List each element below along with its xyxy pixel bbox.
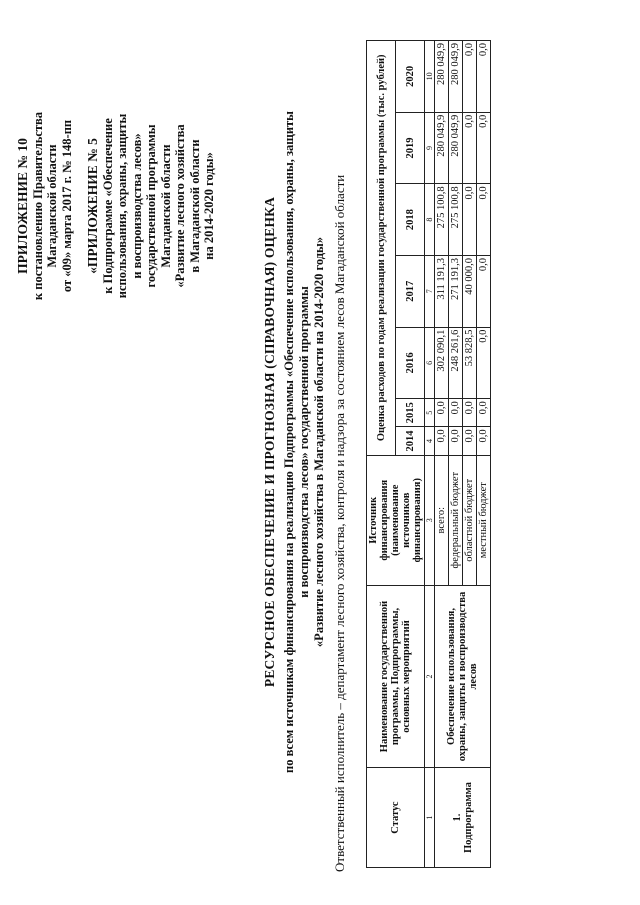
column-index: 8	[425, 184, 435, 256]
document-title: РЕСУРСНОЕ ОБЕСПЕЧЕНИЕ И ПРОГНОЗНАЯ (СПРАВОЧНАЯ) ОЦЕНКА	[262, 196, 277, 688]
appendix-line: к постановлению Правительства	[30, 111, 45, 301]
value-cell: 280 049,9	[435, 112, 449, 184]
value-cell: 280 049,9	[435, 41, 449, 113]
status-cell	[435, 768, 491, 868]
column-index: 2	[425, 585, 435, 767]
value-cell: 0,0	[463, 112, 477, 184]
column-index-row	[425, 41, 435, 868]
value-cell: 311 191,3	[435, 255, 449, 327]
value-cell: 271 191,3	[449, 255, 463, 327]
appendix-line: и воспроизводства лесов»	[129, 133, 144, 279]
source-cell: местный бюджет	[477, 455, 491, 585]
document-title-block	[262, 62, 327, 822]
value-cell: 0,0	[477, 41, 491, 113]
value-cell: 280 049,9	[449, 41, 463, 113]
column-index: 5	[425, 399, 435, 427]
table-row	[435, 41, 449, 868]
rotated-sheet	[10, 22, 630, 882]
value-cell: 0,0	[435, 427, 449, 455]
value-cell: 0,0	[463, 41, 477, 113]
value-cell: 302 090,1	[435, 327, 449, 399]
value-cell: 280 049,9	[449, 112, 463, 184]
value-cell: 0,0	[477, 112, 491, 184]
column-index: 4	[425, 427, 435, 455]
appendix-block	[16, 56, 217, 356]
value-cell: 0,0	[477, 427, 491, 455]
value-cell: 0,0	[435, 399, 449, 427]
appendix-line: к Подпрограмме «Обеспечение	[100, 118, 115, 294]
value-cell: 0,0	[463, 427, 477, 455]
value-cell: 0,0	[463, 184, 477, 256]
header-year: 2016	[396, 327, 425, 399]
appendix-line: Магаданской области	[45, 144, 59, 268]
column-index: 10	[425, 41, 435, 113]
funding-table	[366, 40, 491, 868]
header-source: Источник финансирования (наименование источников финансирования)	[367, 455, 425, 585]
appendix-line: от «09» марта 2017 г. № 148-пп	[59, 119, 74, 293]
value-cell: 0,0	[477, 255, 491, 327]
header-year: 2018	[396, 184, 425, 256]
header-year: 2020	[396, 41, 425, 113]
source-cell: областной бюджет	[463, 455, 477, 585]
value-cell: 0,0	[477, 399, 491, 427]
appendix-line: в Магаданской области	[187, 139, 202, 273]
header-year: 2019	[396, 112, 425, 184]
value-cell: 53 828,5	[463, 327, 477, 399]
header-status: Статус	[367, 768, 425, 868]
value-cell: 40 000,0	[463, 255, 477, 327]
document-subtitle-line: по всем источникам финансирования на реализацию Подпрограммы «Обеспечение использования, охраны, защиты	[282, 111, 296, 773]
document-subtitle-line: «Развитие лесного хозяйства в Магаданской области на 2014-2020 годы»	[312, 236, 326, 648]
column-index: 6	[425, 327, 435, 399]
program-name: Обеспечение использования, охраны, защиты и воспроизводства лесов	[435, 585, 491, 767]
column-index: 1	[425, 768, 435, 868]
value-cell: 248 261,6	[449, 327, 463, 399]
value-cell: 0,0	[477, 327, 491, 399]
source-cell: федеральный бюджет	[449, 455, 463, 585]
value-cell: 0,0	[463, 399, 477, 427]
value-cell: 275 100,8	[435, 184, 449, 256]
appendix-line: на 2014-2020 годы»	[202, 152, 216, 260]
column-index: 7	[425, 255, 435, 327]
value-cell: 0,0	[477, 184, 491, 256]
responsible-executor: Ответственный исполнитель – департамент лесного хозяйства, контроля и надзора за состоянием лесов Магаданской области	[332, 174, 347, 872]
appendix-line: государственной программы	[144, 124, 158, 288]
column-index: 9	[425, 112, 435, 184]
status-number: 1.	[451, 813, 463, 822]
value-cell: 0,0	[449, 427, 463, 455]
appendix-subtitle: «ПРИЛОЖЕНИЕ № 5	[85, 138, 100, 274]
document-subtitle-line: и воспроизводства лесов» государственной программы	[297, 286, 311, 598]
header-year: 2015	[396, 399, 425, 427]
appendix-line: «Развитие лесного хозяйства	[173, 124, 187, 288]
value-cell: 275 100,8	[449, 184, 463, 256]
appendix-line: использования, охраны, защиты	[115, 113, 129, 299]
header-name: Наименование государственной программы, Подпрограммы, основных мероприятий	[367, 585, 425, 767]
header-estimate: Оценка расходов по годам реализации государственной программы (тыс. рублей)	[367, 41, 396, 456]
header-year: 2014	[396, 427, 425, 455]
value-cell: 0,0	[449, 399, 463, 427]
appendix-line: Магаданской области	[158, 144, 173, 268]
appendix-title: ПРИЛОЖЕНИЕ № 10	[15, 138, 30, 274]
source-cell: всего:	[435, 455, 449, 585]
header-year: 2017	[396, 255, 425, 327]
status-label: Подпрограмма	[462, 782, 474, 854]
column-index: 3	[425, 455, 435, 585]
